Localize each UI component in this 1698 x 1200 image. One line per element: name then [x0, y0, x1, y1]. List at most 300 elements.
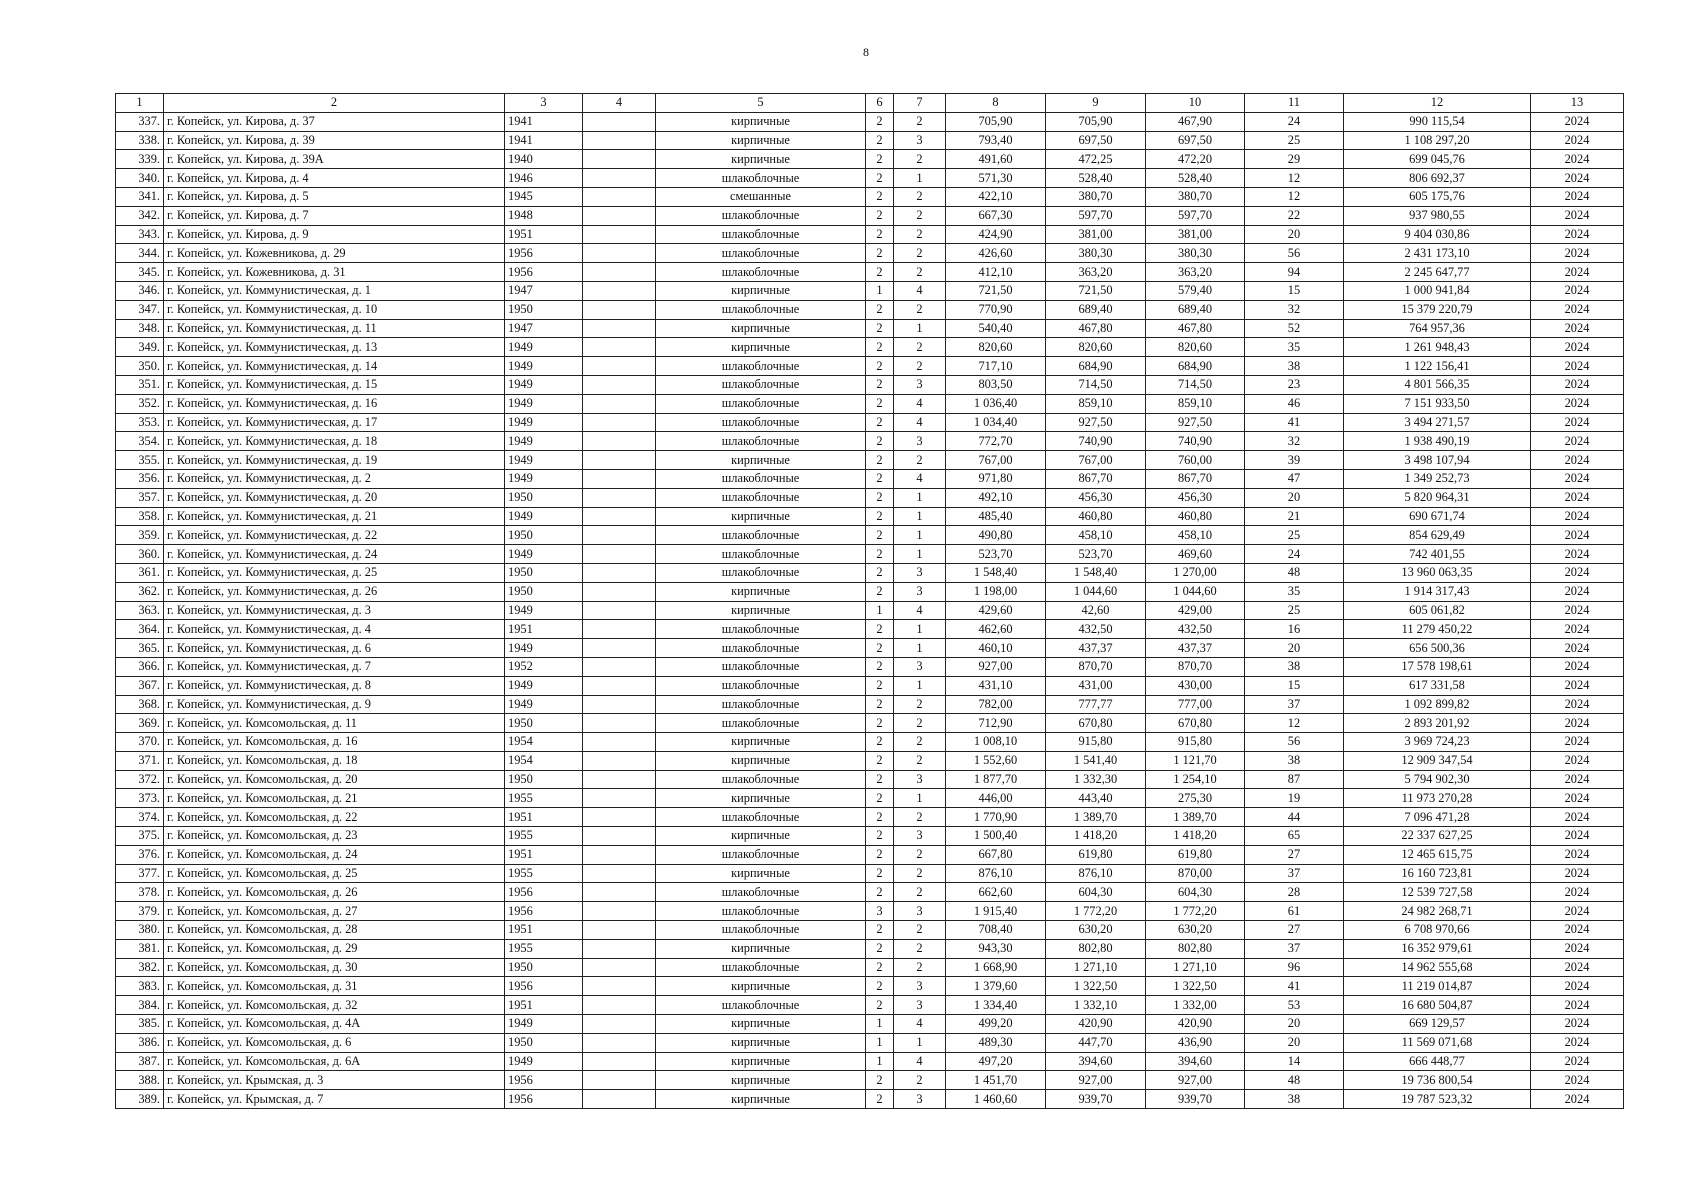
- table-cell-col-7: 3: [894, 977, 946, 996]
- table-cell-col-13: 2024: [1531, 563, 1624, 582]
- table-cell-col-10: 867,70: [1146, 469, 1245, 488]
- table-cell-col-7: 2: [894, 300, 946, 319]
- table-cell-col-12: 666 448,77: [1344, 1052, 1531, 1071]
- table-cell-col-6: 2: [866, 996, 894, 1015]
- table-cell-col-7: 3: [894, 902, 946, 921]
- table-cell-col-7: 3: [894, 432, 946, 451]
- table-cell-col-10: 820,60: [1146, 338, 1245, 357]
- table-cell-col-9: 1 541,40: [1046, 751, 1146, 770]
- table-cell-col-13: 2024: [1531, 206, 1624, 225]
- table-cell-col-10: 915,80: [1146, 733, 1245, 752]
- table-cell-col-2: г. Копейск, ул. Комсомольская, д. 16: [164, 733, 505, 752]
- table-cell-col-3: 1951: [505, 845, 583, 864]
- table-cell-col-11: 46: [1245, 394, 1344, 413]
- table-cell-col-13: 2024: [1531, 639, 1624, 658]
- table-cell-col-5: кирпичные: [656, 112, 866, 131]
- table-cell-col-8: 429,60: [946, 601, 1046, 620]
- table-cell-col-11: 16: [1245, 620, 1344, 639]
- table-cell-col-1: 372.: [116, 770, 164, 789]
- table-cell-col-3: 1950: [505, 488, 583, 507]
- table-cell-col-12: 4 801 566,35: [1344, 375, 1531, 394]
- table-cell-col-9: 1 322,50: [1046, 977, 1146, 996]
- table-cell-col-11: 35: [1245, 338, 1344, 357]
- table-cell-col-1: 351.: [116, 375, 164, 394]
- table-cell-col-8: 717,10: [946, 357, 1046, 376]
- table-cell-col-3: 1950: [505, 563, 583, 582]
- table-row: [116, 620, 1624, 639]
- table-cell-col-6: 2: [866, 921, 894, 940]
- table-cell-col-6: 2: [866, 676, 894, 695]
- table-cell-col-8: 1 548,40: [946, 563, 1046, 582]
- table-cell-col-3: 1951: [505, 921, 583, 940]
- table-cell-col-9: 777,77: [1046, 695, 1146, 714]
- table-cell-col-8: 705,90: [946, 112, 1046, 131]
- table-cell-col-5: шлакоблочные: [656, 526, 866, 545]
- table-cell-col-2: г. Копейск, ул. Коммунистическая, д. 21: [164, 507, 505, 526]
- table-cell-col-3: 1949: [505, 338, 583, 357]
- table-cell-col-1: 337.: [116, 112, 164, 131]
- table-cell-col-7: 3: [894, 657, 946, 676]
- table-cell-col-11: 48: [1245, 563, 1344, 582]
- table-cell-col-5: шлакоблочные: [656, 394, 866, 413]
- table-cell-col-6: 2: [866, 563, 894, 582]
- table-cell-col-1: 341.: [116, 187, 164, 206]
- table-cell-col-8: 767,00: [946, 451, 1046, 470]
- table-cell-col-8: 708,40: [946, 921, 1046, 940]
- table-cell-col-1: 384.: [116, 996, 164, 1015]
- table-cell-col-6: 2: [866, 169, 894, 188]
- table-cell-col-11: 15: [1245, 676, 1344, 695]
- table-cell-col-6: 2: [866, 413, 894, 432]
- table-cell-col-12: 12 465 615,75: [1344, 845, 1531, 864]
- table-cell-col-11: 20: [1245, 1033, 1344, 1052]
- table-cell-col-10: 1 772,20: [1146, 902, 1245, 921]
- table-cell-col-13: 2024: [1531, 601, 1624, 620]
- table-cell-col-11: 41: [1245, 413, 1344, 432]
- table-cell-col-6: 2: [866, 300, 894, 319]
- table-cell-col-13: 2024: [1531, 469, 1624, 488]
- column-header-6: 6: [866, 94, 894, 113]
- table-cell-col-1: 344.: [116, 244, 164, 263]
- table-cell-col-13: 2024: [1531, 357, 1624, 376]
- table-row: [116, 657, 1624, 676]
- table-cell-col-10: 467,90: [1146, 112, 1245, 131]
- table-cell-col-4: [583, 1015, 656, 1034]
- table-cell-col-7: 1: [894, 620, 946, 639]
- table-cell-col-12: 617 331,58: [1344, 676, 1531, 695]
- table-cell-col-7: 2: [894, 1071, 946, 1090]
- column-header-13: 13: [1531, 94, 1624, 113]
- table-cell-col-2: г. Копейск, ул. Комсомольская, д. 20: [164, 770, 505, 789]
- table-cell-col-6: 2: [866, 319, 894, 338]
- table-cell-col-5: кирпичные: [656, 1033, 866, 1052]
- table-cell-col-12: 937 980,55: [1344, 206, 1531, 225]
- table-cell-col-3: 1955: [505, 789, 583, 808]
- table-cell-col-11: 32: [1245, 300, 1344, 319]
- table-cell-col-4: [583, 131, 656, 150]
- table-cell-col-13: 2024: [1531, 958, 1624, 977]
- table-cell-col-10: 597,70: [1146, 206, 1245, 225]
- table-cell-col-2: г. Копейск, ул. Комсомольская, д. 27: [164, 902, 505, 921]
- table-cell-col-2: г. Копейск, ул. Кирова, д. 4: [164, 169, 505, 188]
- table-cell-col-9: 939,70: [1046, 1090, 1146, 1109]
- table-cell-col-6: 2: [866, 620, 894, 639]
- table-cell-col-3: 1948: [505, 206, 583, 225]
- table-cell-col-1: 363.: [116, 601, 164, 620]
- table-cell-col-4: [583, 864, 656, 883]
- table-row: [116, 695, 1624, 714]
- table-cell-col-13: 2024: [1531, 1033, 1624, 1052]
- table-cell-col-2: г. Копейск, ул. Комсомольская, д. 31: [164, 977, 505, 996]
- table-cell-col-2: г. Копейск, ул. Коммунистическая, д. 16: [164, 394, 505, 413]
- table-cell-col-10: 528,40: [1146, 169, 1245, 188]
- table-cell-col-4: [583, 206, 656, 225]
- table-cell-col-9: 1 389,70: [1046, 808, 1146, 827]
- table-cell-col-4: [583, 563, 656, 582]
- column-header-2: 2: [164, 94, 505, 113]
- table-cell-col-5: шлакоблочные: [656, 902, 866, 921]
- table-cell-col-10: 436,90: [1146, 1033, 1245, 1052]
- table-row: [116, 319, 1624, 338]
- table-cell-col-10: 363,20: [1146, 263, 1245, 282]
- table-cell-col-12: 854 629,49: [1344, 526, 1531, 545]
- table-cell-col-13: 2024: [1531, 488, 1624, 507]
- housing-table: [115, 93, 1624, 1109]
- table-cell-col-5: шлакоблочные: [656, 639, 866, 658]
- table-cell-col-9: 443,40: [1046, 789, 1146, 808]
- table-cell-col-7: 3: [894, 770, 946, 789]
- table-cell-col-6: 2: [866, 657, 894, 676]
- table-cell-col-1: 385.: [116, 1015, 164, 1034]
- table-cell-col-1: 349.: [116, 338, 164, 357]
- table-cell-col-9: 528,40: [1046, 169, 1146, 188]
- table-cell-col-5: шлакоблочные: [656, 714, 866, 733]
- table-cell-col-1: 338.: [116, 131, 164, 150]
- column-header-12: 12: [1344, 94, 1531, 113]
- table-cell-col-2: г. Копейск, ул. Коммунистическая, д. 22: [164, 526, 505, 545]
- table-cell-col-4: [583, 1033, 656, 1052]
- table-cell-col-11: 41: [1245, 977, 1344, 996]
- table-cell-col-4: [583, 526, 656, 545]
- table-cell-col-2: г. Копейск, ул. Крымская, д. 7: [164, 1090, 505, 1109]
- table-cell-col-4: [583, 281, 656, 300]
- table-cell-col-2: г. Копейск, ул. Комсомольская, д. 25: [164, 864, 505, 883]
- table-cell-col-5: кирпичные: [656, 319, 866, 338]
- table-cell-col-13: 2024: [1531, 864, 1624, 883]
- table-cell-col-12: 13 960 063,35: [1344, 563, 1531, 582]
- table-cell-col-11: 96: [1245, 958, 1344, 977]
- table-cell-col-10: 927,00: [1146, 1071, 1245, 1090]
- table-cell-col-2: г. Копейск, ул. Коммунистическая, д. 24: [164, 545, 505, 564]
- table-row: [116, 488, 1624, 507]
- table-cell-col-9: 619,80: [1046, 845, 1146, 864]
- table-cell-col-13: 2024: [1531, 300, 1624, 319]
- table-cell-col-7: 2: [894, 864, 946, 883]
- table-cell-col-11: 20: [1245, 488, 1344, 507]
- table-cell-col-8: 460,10: [946, 639, 1046, 658]
- table-cell-col-1: 380.: [116, 921, 164, 940]
- column-header-3: 3: [505, 94, 583, 113]
- table-row: [116, 563, 1624, 582]
- table-cell-col-4: [583, 958, 656, 977]
- table-cell-col-9: 523,70: [1046, 545, 1146, 564]
- table-cell-col-5: шлакоблочные: [656, 921, 866, 940]
- table-cell-col-9: 867,70: [1046, 469, 1146, 488]
- table-cell-col-9: 363,20: [1046, 263, 1146, 282]
- table-cell-col-9: 460,80: [1046, 507, 1146, 526]
- table-cell-col-12: 3 498 107,94: [1344, 451, 1531, 470]
- table-cell-col-12: 11 569 071,68: [1344, 1033, 1531, 1052]
- table-cell-col-7: 3: [894, 582, 946, 601]
- table-cell-col-1: 357.: [116, 488, 164, 507]
- column-header-9: 9: [1046, 94, 1146, 113]
- table-cell-col-6: 3: [866, 902, 894, 921]
- table-cell-col-1: 343.: [116, 225, 164, 244]
- table-cell-col-2: г. Копейск, ул. Коммунистическая, д. 17: [164, 413, 505, 432]
- table-cell-col-3: 1956: [505, 1090, 583, 1109]
- table-cell-col-1: 358.: [116, 507, 164, 526]
- table-cell-col-9: 670,80: [1046, 714, 1146, 733]
- table-cell-col-7: 2: [894, 451, 946, 470]
- table-cell-col-5: кирпичные: [656, 338, 866, 357]
- table-cell-col-3: 1947: [505, 319, 583, 338]
- table-cell-col-3: 1950: [505, 1033, 583, 1052]
- table-cell-col-4: [583, 507, 656, 526]
- table-row: [116, 789, 1624, 808]
- table-cell-col-8: 667,80: [946, 845, 1046, 864]
- table-cell-col-6: 2: [866, 131, 894, 150]
- table-cell-col-12: 19 736 800,54: [1344, 1071, 1531, 1090]
- table-cell-col-3: 1950: [505, 300, 583, 319]
- table-cell-col-3: 1951: [505, 808, 583, 827]
- table-cell-col-13: 2024: [1531, 620, 1624, 639]
- table-cell-col-10: 630,20: [1146, 921, 1245, 940]
- table-row: [116, 432, 1624, 451]
- table-cell-col-9: 597,70: [1046, 206, 1146, 225]
- table-cell-col-4: [583, 695, 656, 714]
- table-cell-col-7: 1: [894, 488, 946, 507]
- table-cell-col-4: [583, 375, 656, 394]
- table-row: [116, 845, 1624, 864]
- table-cell-col-10: 760,00: [1146, 451, 1245, 470]
- table-cell-col-9: 714,50: [1046, 375, 1146, 394]
- table-cell-col-2: г. Копейск, ул. Коммунистическая, д. 26: [164, 582, 505, 601]
- table-cell-col-13: 2024: [1531, 394, 1624, 413]
- column-header-1: 1: [116, 94, 164, 113]
- table-row: [116, 1052, 1624, 1071]
- table-cell-col-2: г. Копейск, ул. Комсомольская, д. 6: [164, 1033, 505, 1052]
- table-cell-col-13: 2024: [1531, 714, 1624, 733]
- table-cell-col-11: 27: [1245, 845, 1344, 864]
- table-cell-col-6: 2: [866, 225, 894, 244]
- table-cell-col-5: шлакоблочные: [656, 488, 866, 507]
- table-cell-col-12: 7 096 471,28: [1344, 808, 1531, 827]
- table-cell-col-2: г. Копейск, ул. Коммунистическая, д. 19: [164, 451, 505, 470]
- table-cell-col-2: г. Копейск, ул. Коммунистическая, д. 14: [164, 357, 505, 376]
- table-cell-col-9: 472,25: [1046, 150, 1146, 169]
- table-cell-col-4: [583, 676, 656, 695]
- table-cell-col-5: шлакоблочные: [656, 695, 866, 714]
- table-cell-col-8: 667,30: [946, 206, 1046, 225]
- table-cell-col-1: 381.: [116, 939, 164, 958]
- table-cell-col-9: 456,30: [1046, 488, 1146, 507]
- column-header-8: 8: [946, 94, 1046, 113]
- table-cell-col-12: 11 219 014,87: [1344, 977, 1531, 996]
- table-cell-col-5: кирпичные: [656, 864, 866, 883]
- table-cell-col-2: г. Копейск, ул. Комсомольская, д. 30: [164, 958, 505, 977]
- table-cell-col-7: 4: [894, 394, 946, 413]
- table-cell-col-6: 2: [866, 357, 894, 376]
- table-cell-col-4: [583, 883, 656, 902]
- table-cell-col-9: 381,00: [1046, 225, 1146, 244]
- table-cell-col-10: 927,50: [1146, 413, 1245, 432]
- table-cell-col-2: г. Копейск, ул. Комсомольская, д. 24: [164, 845, 505, 864]
- table-cell-col-1: 378.: [116, 883, 164, 902]
- table-cell-col-10: 684,90: [1146, 357, 1245, 376]
- table-row: [116, 394, 1624, 413]
- table-cell-col-1: 355.: [116, 451, 164, 470]
- table-cell-col-9: 467,80: [1046, 319, 1146, 338]
- table-cell-col-13: 2024: [1531, 1052, 1624, 1071]
- table-cell-col-9: 380,30: [1046, 244, 1146, 263]
- table-cell-col-8: 497,20: [946, 1052, 1046, 1071]
- table-cell-col-9: 1 332,10: [1046, 996, 1146, 1015]
- table-cell-col-7: 2: [894, 244, 946, 263]
- table-cell-col-8: 1 500,40: [946, 827, 1046, 846]
- table-cell-col-12: 1 914 317,43: [1344, 582, 1531, 601]
- table-cell-col-11: 37: [1245, 864, 1344, 883]
- table-cell-col-10: 1 332,00: [1146, 996, 1245, 1015]
- table-cell-col-3: 1949: [505, 469, 583, 488]
- table-cell-col-12: 764 957,36: [1344, 319, 1531, 338]
- table-cell-col-4: [583, 150, 656, 169]
- table-cell-col-12: 22 337 627,25: [1344, 827, 1531, 846]
- table-cell-col-9: 689,40: [1046, 300, 1146, 319]
- table-cell-col-13: 2024: [1531, 413, 1624, 432]
- table-cell-col-11: 20: [1245, 1015, 1344, 1034]
- table-row: [116, 996, 1624, 1015]
- table-row: [116, 582, 1624, 601]
- table-cell-col-13: 2024: [1531, 263, 1624, 282]
- table-cell-col-9: 915,80: [1046, 733, 1146, 752]
- table-cell-col-13: 2024: [1531, 131, 1624, 150]
- table-cell-col-8: 462,60: [946, 620, 1046, 639]
- table-row: [116, 469, 1624, 488]
- table-cell-col-10: 430,00: [1146, 676, 1245, 695]
- table-cell-col-8: 523,70: [946, 545, 1046, 564]
- table-row: [116, 808, 1624, 827]
- table-cell-col-10: 381,00: [1146, 225, 1245, 244]
- table-cell-col-8: 662,60: [946, 883, 1046, 902]
- table-cell-col-7: 2: [894, 150, 946, 169]
- table-row: [116, 1015, 1624, 1034]
- table-cell-col-11: 24: [1245, 112, 1344, 131]
- table-cell-col-7: 2: [894, 958, 946, 977]
- table-cell-col-5: шлакоблочные: [656, 657, 866, 676]
- table-cell-col-1: 345.: [116, 263, 164, 282]
- table-cell-col-1: 350.: [116, 357, 164, 376]
- table-cell-col-5: кирпичные: [656, 977, 866, 996]
- table-cell-col-9: 705,90: [1046, 112, 1146, 131]
- table-cell-col-7: 2: [894, 225, 946, 244]
- table-cell-col-9: 604,30: [1046, 883, 1146, 902]
- table-cell-col-1: 339.: [116, 150, 164, 169]
- table-cell-col-6: 2: [866, 244, 894, 263]
- table-cell-col-13: 2024: [1531, 770, 1624, 789]
- table-cell-col-4: [583, 469, 656, 488]
- table-cell-col-3: 1951: [505, 996, 583, 1015]
- table-cell-col-10: 472,20: [1146, 150, 1245, 169]
- table-cell-col-13: 2024: [1531, 244, 1624, 263]
- table-cell-col-11: 12: [1245, 169, 1344, 188]
- table-row: [116, 751, 1624, 770]
- table-cell-col-12: 1 108 297,20: [1344, 131, 1531, 150]
- table-cell-col-7: 1: [894, 169, 946, 188]
- table-cell-col-2: г. Копейск, ул. Коммунистическая, д. 7: [164, 657, 505, 676]
- table-cell-col-11: 56: [1245, 244, 1344, 263]
- table-cell-col-3: 1946: [505, 169, 583, 188]
- table-cell-col-10: 460,80: [1146, 507, 1245, 526]
- table-cell-col-10: 456,30: [1146, 488, 1245, 507]
- table-cell-col-12: 690 671,74: [1344, 507, 1531, 526]
- table-cell-col-6: 2: [866, 150, 894, 169]
- table-cell-col-8: 1 198,00: [946, 582, 1046, 601]
- table-cell-col-9: 431,00: [1046, 676, 1146, 695]
- table-cell-col-4: [583, 263, 656, 282]
- table-cell-col-5: кирпичные: [656, 733, 866, 752]
- table-cell-col-3: 1955: [505, 864, 583, 883]
- table-cell-col-6: 2: [866, 526, 894, 545]
- table-cell-col-1: 383.: [116, 977, 164, 996]
- table-cell-col-7: 4: [894, 1015, 946, 1034]
- table-cell-col-5: кирпичные: [656, 131, 866, 150]
- table-cell-col-11: 21: [1245, 507, 1344, 526]
- table-cell-col-5: шлакоблочные: [656, 413, 866, 432]
- table-cell-col-5: кирпичные: [656, 939, 866, 958]
- table-cell-col-13: 2024: [1531, 733, 1624, 752]
- table-cell-col-3: 1956: [505, 902, 583, 921]
- table-cell-col-4: [583, 1090, 656, 1109]
- table-cell-col-4: [583, 413, 656, 432]
- table-cell-col-6: 2: [866, 545, 894, 564]
- table-cell-col-5: шлакоблочные: [656, 375, 866, 394]
- table-cell-col-7: 3: [894, 996, 946, 1015]
- table-cell-col-12: 11 279 450,22: [1344, 620, 1531, 639]
- table-cell-col-4: [583, 789, 656, 808]
- table-cell-col-4: [583, 939, 656, 958]
- table-cell-col-2: г. Копейск, ул. Коммунистическая, д. 4: [164, 620, 505, 639]
- table-cell-col-4: [583, 112, 656, 131]
- table-cell-col-10: 689,40: [1146, 300, 1245, 319]
- table-cell-col-6: 2: [866, 187, 894, 206]
- table-cell-col-7: 3: [894, 1090, 946, 1109]
- table-cell-col-11: 56: [1245, 733, 1344, 752]
- table-cell-col-6: 2: [866, 206, 894, 225]
- table-row: [116, 902, 1624, 921]
- table-cell-col-4: [583, 714, 656, 733]
- table-cell-col-4: [583, 488, 656, 507]
- table-cell-col-13: 2024: [1531, 996, 1624, 1015]
- table-cell-col-12: 1 000 941,84: [1344, 281, 1531, 300]
- table-cell-col-4: [583, 300, 656, 319]
- table-cell-col-10: 777,00: [1146, 695, 1245, 714]
- table-row: [116, 676, 1624, 695]
- table-cell-col-8: 770,90: [946, 300, 1046, 319]
- table-cell-col-13: 2024: [1531, 187, 1624, 206]
- table-cell-col-12: 669 129,57: [1344, 1015, 1531, 1034]
- table-cell-col-3: 1945: [505, 187, 583, 206]
- table-cell-col-10: 458,10: [1146, 526, 1245, 545]
